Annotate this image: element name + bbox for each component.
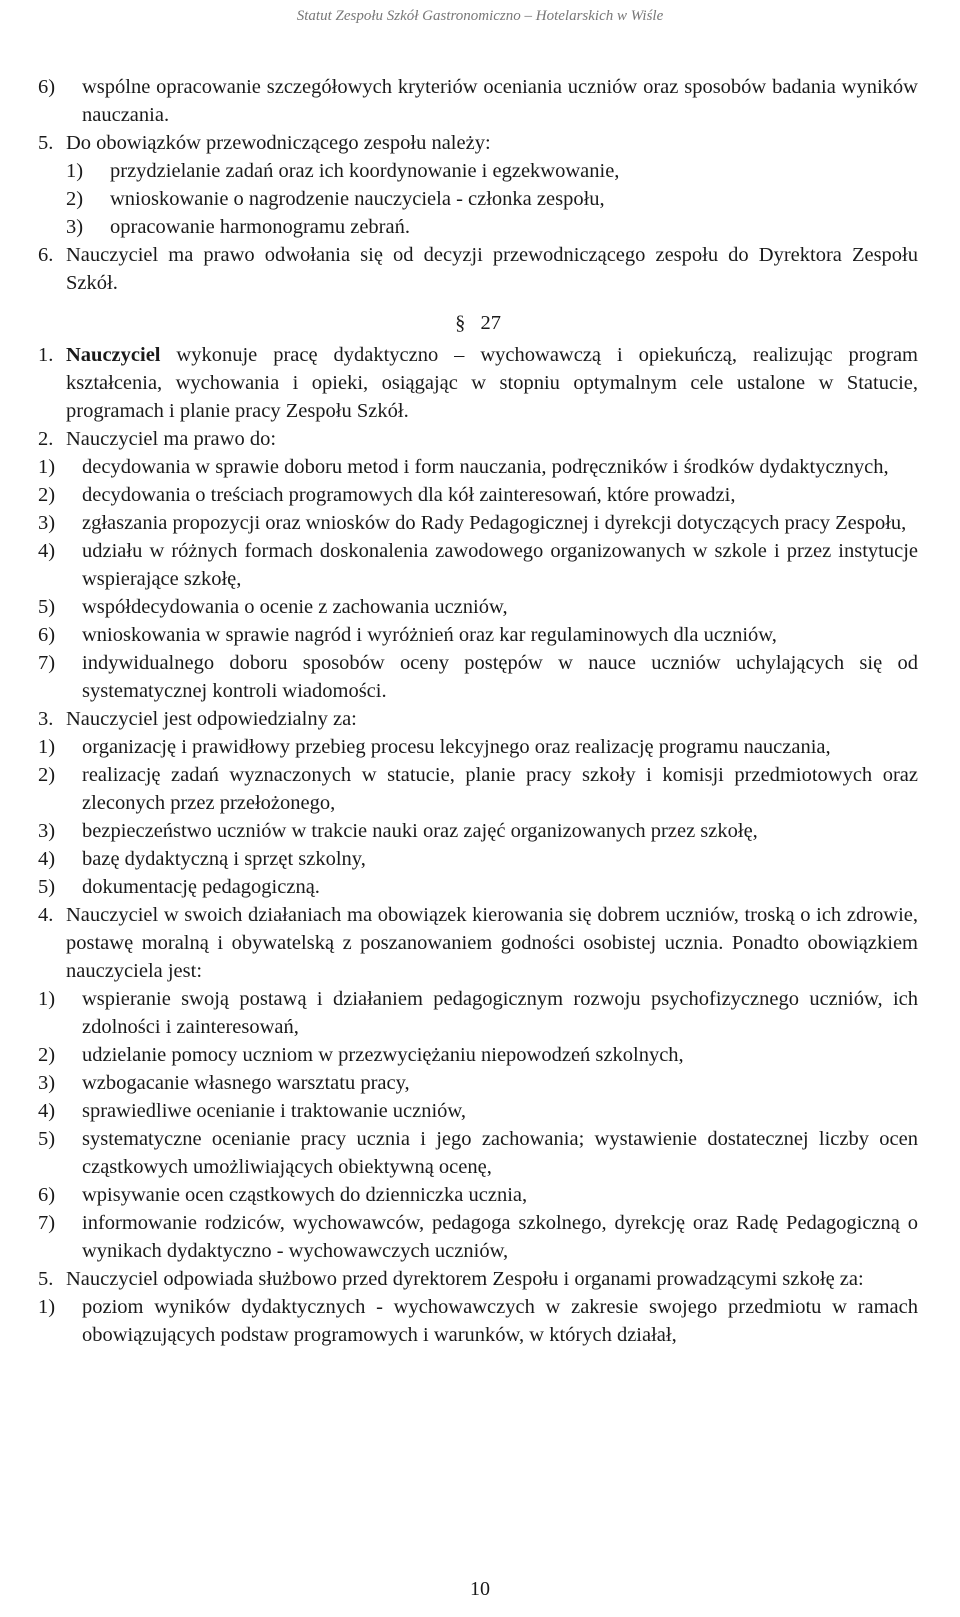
page-number: 10 bbox=[470, 1578, 490, 1600]
item-number: 6) bbox=[38, 76, 56, 98]
item-text: bazę dydaktyczną i sprzęt szkolny, bbox=[82, 848, 366, 870]
item-text: udzielanie pomocy uczniom w przezwyciężaniu niepowodzeń szkolnych, bbox=[82, 1044, 684, 1066]
item-number: 1) bbox=[66, 160, 84, 182]
item-text: informowanie rodziców, wychowawców, pedagoga szkolnego, dyrekcję oraz Radę Pedagogiczną o wynikach dydaktyczno - wychowawczych uczniów, bbox=[82, 1212, 918, 1262]
paragraph-text: Nauczyciel w swoich działaniach ma obowiązek kierowania się dobrem uczniów, troską o ich zdrowie, postawę moralną i obywatelską z poszanowaniem godności osobistej ucznia. Ponadto obowiązkiem nauczyciela jest: bbox=[66, 904, 918, 982]
list-item bbox=[38, 537, 918, 593]
item-number: 5) bbox=[38, 876, 56, 898]
item-number: 1) bbox=[38, 988, 56, 1010]
paragraph-number: 6. bbox=[38, 244, 54, 266]
item-number: 1) bbox=[38, 1296, 56, 1318]
list-item bbox=[38, 1041, 918, 1069]
item-number: 3) bbox=[38, 1072, 56, 1094]
list-item bbox=[38, 509, 918, 537]
item-number: 4) bbox=[38, 848, 56, 870]
item-number: 4) bbox=[38, 1100, 56, 1122]
section-heading bbox=[38, 309, 918, 337]
list-item bbox=[66, 185, 918, 213]
paragraph-body bbox=[66, 341, 918, 425]
paragraph-number: 5. bbox=[38, 1268, 54, 1290]
item-number: 3) bbox=[38, 512, 56, 534]
list-item bbox=[38, 593, 918, 621]
list-item bbox=[38, 985, 918, 1041]
item-number: 6) bbox=[38, 1184, 56, 1206]
paragraph-text: wykonuje pracę dydaktyczno – wychowawczą i opiekuńczą, realizując program kształcenia, wychowania i opieki, osiągając w stopniu optymalnym cele ustalone w Statucie, programach i planie pracy Zespołu Szkół. bbox=[66, 344, 918, 422]
item-text: wnioskowanie o nagrodzenie nauczyciela - członka zespołu, bbox=[110, 188, 605, 210]
list-item bbox=[38, 621, 918, 649]
running-header: Statut Zespołu Szkół Gastronomiczno – Hotelarskich w Wiśle bbox=[296, 8, 664, 24]
paragraph-text: Nauczyciel ma prawo do: bbox=[66, 428, 277, 450]
item-text: opracowanie harmonogramu zebrań. bbox=[110, 216, 410, 238]
item-number: 2) bbox=[38, 1044, 56, 1066]
paragraph-text: Nauczyciel jest odpowiedzialny za: bbox=[66, 708, 357, 730]
paragraph-text: Nauczyciel odpowiada służbowo przed dyrektorem Zespołu i organami prowadzącymi szkołę za: bbox=[66, 1268, 864, 1290]
item-number: 2) bbox=[38, 484, 56, 506]
item-number: 3) bbox=[38, 820, 56, 842]
paragraph-number: 4. bbox=[38, 904, 54, 926]
item-number: 2) bbox=[66, 188, 84, 210]
list-item bbox=[66, 157, 918, 185]
paragraph-5-top bbox=[38, 129, 918, 157]
item-text: realizację zadań wyznaczonych w statucie, planie pracy szkoły i komisji przedmiotowych oraz zleconych przez przełożonego, bbox=[82, 764, 918, 814]
item-number: 6) bbox=[38, 624, 56, 646]
paragraph-3 bbox=[38, 705, 918, 733]
item-text: sprawiedliwe ocenianie i traktowanie uczniów, bbox=[82, 1100, 467, 1122]
list-item bbox=[38, 649, 918, 705]
list-item bbox=[38, 1125, 918, 1181]
item-number: 1) bbox=[38, 736, 56, 758]
item-text: udziału w różnych formach doskonalenia zawodowego organizowanych w szkole i przez instytucje wspierające szkołę, bbox=[82, 540, 918, 590]
item-number: 5) bbox=[38, 596, 56, 618]
item-number: 5) bbox=[38, 1128, 56, 1150]
item-text: wspólne opracowanie szczegółowych kryteriów oceniania uczniów oraz sposobów badania wyników nauczania. bbox=[82, 76, 918, 126]
item-text: wzbogacanie własnego warsztatu pracy, bbox=[82, 1072, 410, 1094]
item-number: 4) bbox=[38, 540, 56, 562]
item-text: poziom wyników dydaktycznych - wychowawczych w zakresie swojego przedmiotu w ramach obowiązujących podstaw programowych i warunków, w których działał, bbox=[82, 1296, 918, 1346]
item-number: 7) bbox=[38, 1212, 56, 1234]
paragraph-number: 3. bbox=[38, 708, 54, 730]
item-number: 2) bbox=[38, 764, 56, 786]
paragraph-bold-term: Nauczyciel bbox=[66, 344, 161, 366]
item-text: wnioskowania w sprawie nagród i wyróżnień oraz kar regulaminowych dla uczniów, bbox=[82, 624, 777, 646]
list-item bbox=[38, 733, 918, 761]
item-number: 3) bbox=[66, 216, 84, 238]
list-item bbox=[38, 1209, 918, 1265]
item-number: 1) bbox=[38, 456, 56, 478]
item-text: przydzielanie zadań oraz ich koordynowanie i egzekwowanie, bbox=[110, 160, 620, 182]
list-item bbox=[38, 73, 918, 129]
list-item bbox=[38, 1069, 918, 1097]
item-text: organizację i prawidłowy przebieg procesu lekcyjnego oraz realizację programu nauczania, bbox=[82, 736, 831, 758]
paragraph-text: Nauczyciel ma prawo odwołania się od decyzji przewodniczącego zespołu do Dyrektora Zespołu Szkół. bbox=[66, 244, 918, 294]
item-text: indywidualnego doboru sposobów oceny postępów w nauce uczniów uchylających się od systematycznej kontroli wiadomości. bbox=[82, 652, 918, 702]
list-item bbox=[38, 845, 918, 873]
list-item bbox=[38, 453, 918, 481]
item-text: współdecydowania o ocenie z zachowania uczniów, bbox=[82, 596, 508, 618]
item-text: wspieranie swoją postawą i działaniem pedagogicznym rozwoju psychofizycznego uczniów, ich zdolności i zainteresowań, bbox=[82, 988, 918, 1038]
list-item bbox=[38, 481, 918, 509]
section-number: 27 bbox=[480, 312, 501, 334]
paragraph-number: 2. bbox=[38, 428, 54, 450]
list-item bbox=[66, 213, 918, 241]
item-number: 7) bbox=[38, 652, 56, 674]
item-text: decydowania o treściach programowych dla kół zainteresowań, które prowadzi, bbox=[82, 484, 736, 506]
item-text: decydowania w sprawie doboru metod i form nauczania, podręczników i środków dydaktycznych, bbox=[82, 456, 889, 478]
list-item bbox=[38, 1097, 918, 1125]
paragraph-1 bbox=[38, 341, 918, 425]
list-item bbox=[38, 873, 918, 901]
paragraph-2 bbox=[38, 425, 918, 453]
item-text: systematyczne ocenianie pracy ucznia i jego zachowania; wystawienie dostatecznej liczby ocen cząstkowych umożliwiających obiektywną ocenę, bbox=[82, 1128, 918, 1178]
list-item bbox=[38, 1181, 918, 1209]
item-text: wpisywanie ocen cząstkowych do dzienniczka ucznia, bbox=[82, 1184, 528, 1206]
list-item bbox=[38, 1293, 918, 1349]
paragraph-text: Do obowiązków przewodniczącego zespołu należy: bbox=[66, 132, 491, 154]
document-body bbox=[38, 73, 918, 1349]
list-item bbox=[38, 761, 918, 817]
paragraph-number: 1. bbox=[38, 344, 54, 366]
item-text: bezpieczeństwo uczniów w trakcie nauki oraz zajęć organizowanych przez szkołę, bbox=[82, 820, 758, 842]
section-symbol: § bbox=[455, 312, 466, 334]
paragraph-6-top bbox=[38, 241, 918, 297]
paragraph-5 bbox=[38, 1265, 918, 1293]
paragraph-4 bbox=[38, 901, 918, 985]
list-item bbox=[38, 817, 918, 845]
paragraph-number: 5. bbox=[38, 132, 54, 154]
item-text: dokumentację pedagogiczną. bbox=[82, 876, 320, 898]
item-text: zgłaszania propozycji oraz wniosków do Rady Pedagogicznej i dyrekcji dotyczących pracy Zespołu, bbox=[82, 512, 907, 534]
